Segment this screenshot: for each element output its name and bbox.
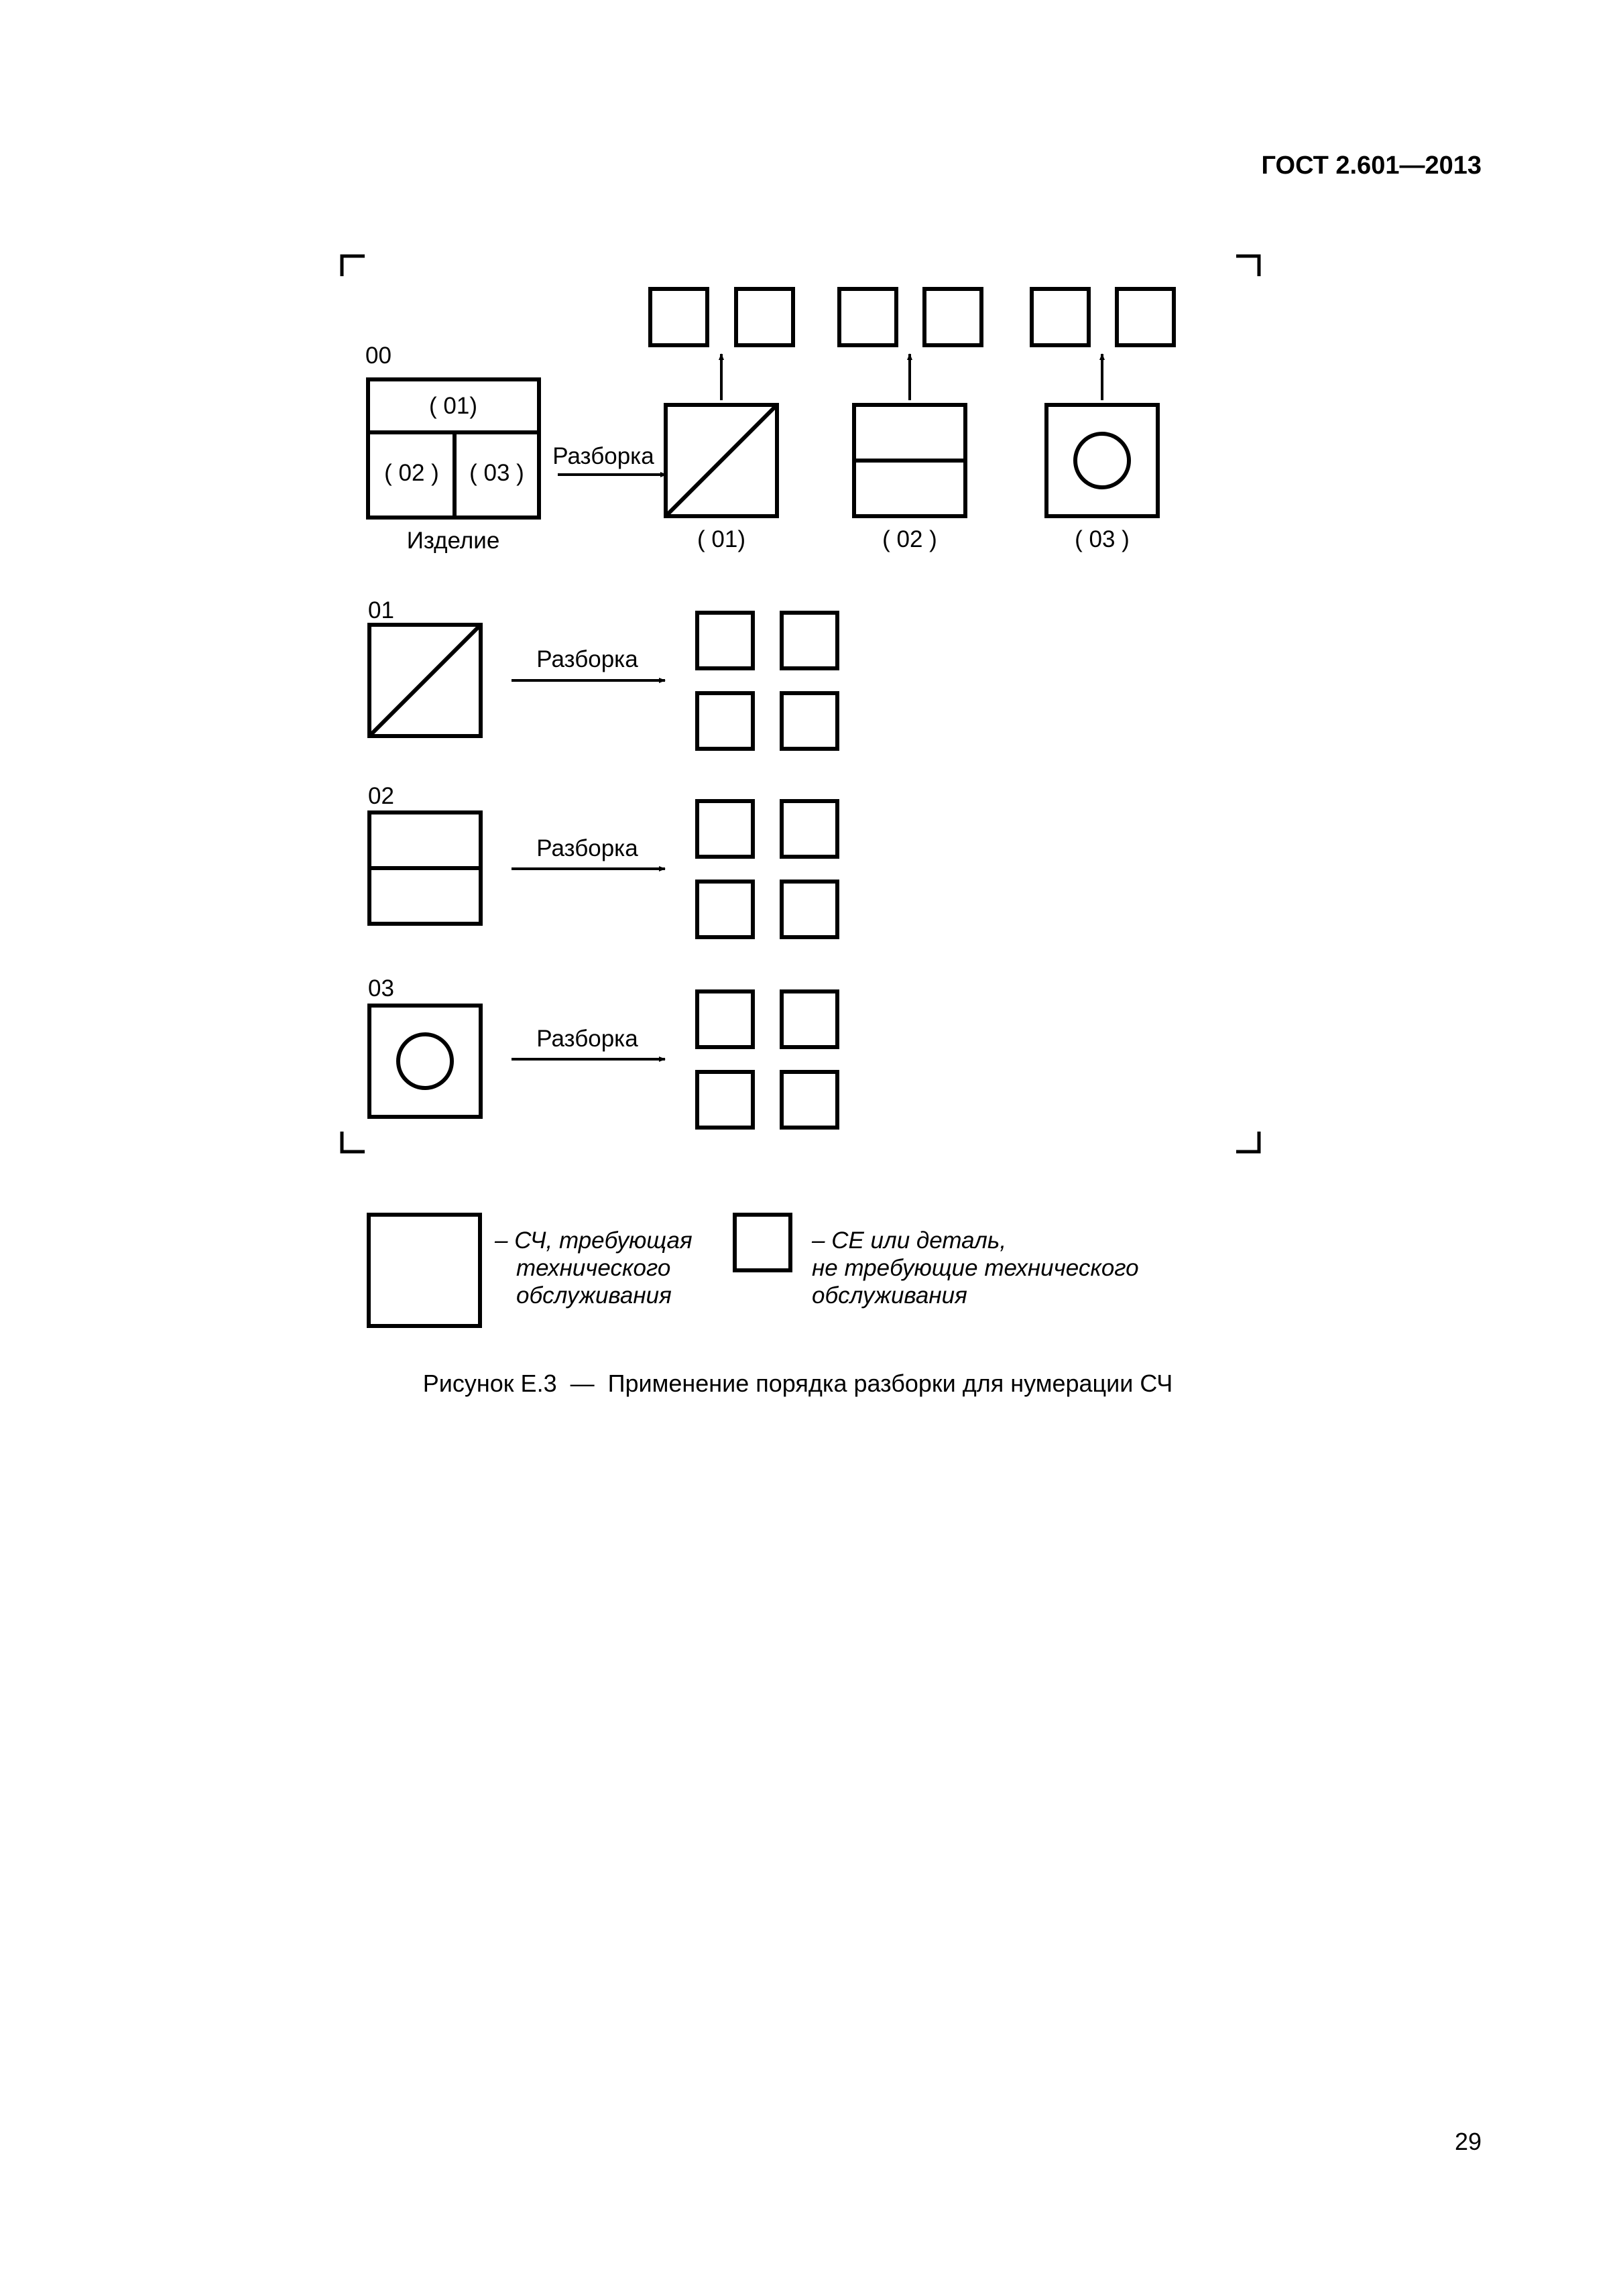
top-action-label: Разборка <box>552 443 654 469</box>
small-box <box>697 1072 753 1128</box>
small-box <box>839 289 896 345</box>
small-box <box>697 613 753 668</box>
product-label: Изделие <box>406 528 500 554</box>
part-label-02: ( 02 ) <box>882 526 937 552</box>
corner-mark-bottom-right <box>1236 1132 1259 1152</box>
legend-small-line-1: – СЕ или деталь, <box>812 1227 1007 1254</box>
figure-caption: Рисунок Е.3 — Применение порядка разборки для нумерации СЧ <box>422 1370 1173 1397</box>
part-box-02 <box>854 405 965 516</box>
small-box <box>697 801 753 857</box>
row-action-label-03: Разборка <box>536 1026 638 1052</box>
legend-large-box <box>369 1215 480 1326</box>
small-box <box>736 289 793 345</box>
page-number: 29 <box>1454 2128 1482 2155</box>
product-code: 00 <box>365 343 392 369</box>
part-label-01: ( 01) <box>697 526 745 552</box>
small-box <box>1117 289 1174 345</box>
row-action-label-02: Разборка <box>536 835 638 861</box>
small-box <box>697 991 753 1047</box>
small-box <box>650 289 707 345</box>
document-header: ГОСТ 2.601—2013 <box>1261 152 1482 180</box>
legend-large-line-1: – СЧ, требующая <box>495 1227 693 1254</box>
row-code-01: 01 <box>368 597 394 623</box>
small-box <box>697 882 753 937</box>
small-box <box>697 693 753 749</box>
small-box <box>782 991 837 1047</box>
row-part-box-03 <box>369 1006 481 1117</box>
cell-label-01: ( 01) <box>429 393 477 419</box>
corner-mark-top-left <box>342 256 365 276</box>
small-box <box>924 289 981 345</box>
part-box-03 <box>1046 405 1158 516</box>
small-box <box>782 613 837 668</box>
small-box <box>782 801 837 857</box>
row-part-box-02 <box>369 812 481 924</box>
part-label-03: ( 03 ) <box>1075 526 1130 552</box>
small-box <box>782 1072 837 1128</box>
legend-small-line-2: не требующие технического <box>812 1255 1139 1281</box>
legend-large-line-2: технического <box>516 1255 671 1281</box>
legend-small-box <box>735 1215 790 1270</box>
small-box <box>782 882 837 937</box>
corner-mark-top-right <box>1236 256 1259 276</box>
small-box <box>782 693 837 749</box>
cell-label-03: ( 03 ) <box>469 460 524 486</box>
row-code-03: 03 <box>368 975 394 1002</box>
row-action-label-01: Разборка <box>536 646 638 672</box>
part-box-01 <box>666 405 777 516</box>
cell-label-02: ( 02 ) <box>384 460 439 486</box>
legend-small-line-3: обслуживания <box>812 1282 967 1309</box>
row-code-02: 02 <box>368 783 394 809</box>
legend-large-line-3: обслуживания <box>516 1282 672 1309</box>
small-box <box>1032 289 1089 345</box>
corner-mark-bottom-left <box>342 1132 365 1152</box>
row-part-box-01 <box>369 625 481 736</box>
